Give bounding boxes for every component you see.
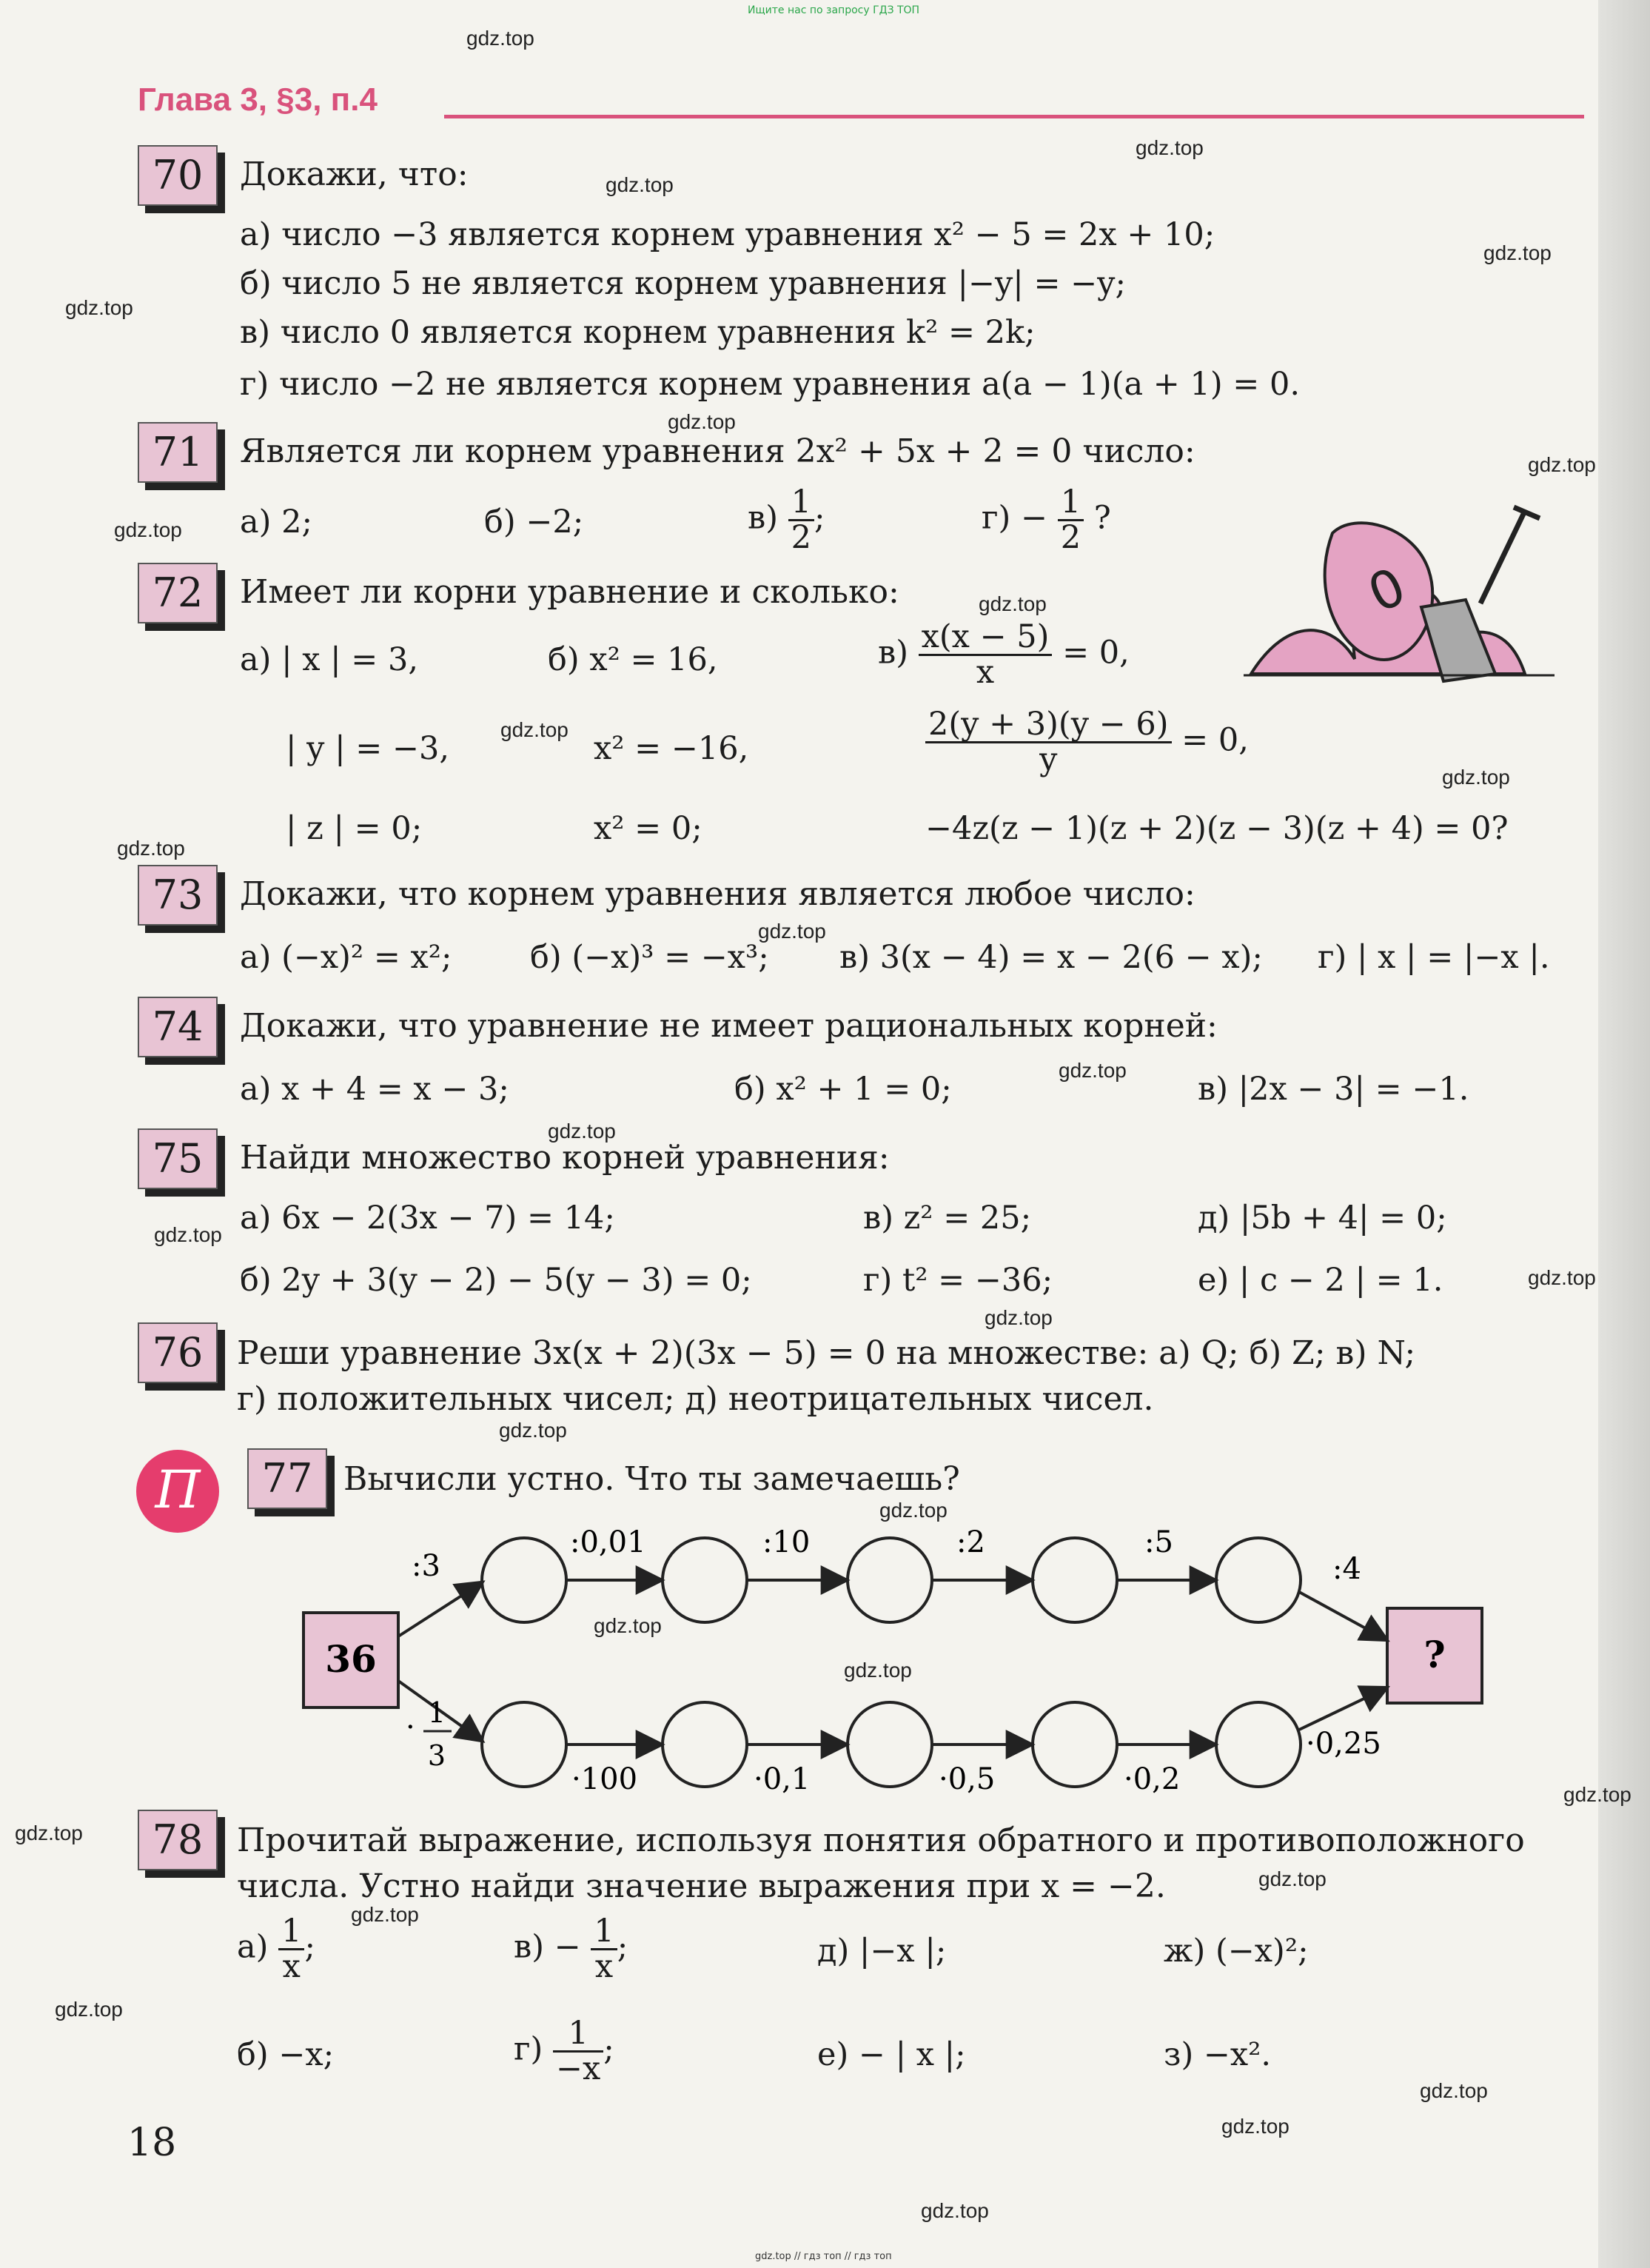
- task-78-c-prefix: в) −: [514, 1928, 581, 1966]
- task-73-question: Докажи, что корнем уравнения является любое число:: [240, 875, 1195, 913]
- task-75-f: е) | c − 2 | = 1.: [1198, 1262, 1443, 1299]
- top-note: Ищите нас по запросу ГДЗ ТОП: [748, 4, 920, 16]
- task-72-c1-suffix: = 0,: [1052, 634, 1130, 672]
- watermark: gdz.top: [1136, 136, 1204, 159]
- task-71-c-prefix: в): [748, 499, 778, 537]
- task-78-a-prefix: а): [237, 1928, 269, 1966]
- task-70-d: г) число −2 не является корнем уравнения a(a − 1)(a + 1) = 0.: [240, 366, 1300, 403]
- task-78-g: ж) (−x)²;: [1164, 1933, 1309, 1970]
- op-label-top: :5: [1144, 1525, 1173, 1559]
- task-number-71: 71: [138, 422, 218, 483]
- frac-num: 1: [1058, 486, 1084, 521]
- watermark: gdz.top: [1059, 1059, 1127, 1082]
- task-70-question: Докажи, что:: [240, 155, 469, 193]
- task-73-b: б) (−x)³ = −x³;: [530, 939, 769, 976]
- op-label-top: :4: [1332, 1552, 1361, 1586]
- task-78-c: [514, 1915, 628, 1984]
- task-72-c2-suffix: = 0,: [1171, 721, 1249, 759]
- flow-circle: [1216, 1538, 1301, 1622]
- task-78-d-prefix: г): [514, 2030, 543, 2068]
- bottom-note: gdz.top // гдз топ // гдз топ: [755, 2251, 892, 2262]
- task-75-c: в) z² = 25;: [863, 1200, 1032, 1237]
- end-value: ?: [1423, 1633, 1446, 1676]
- task-73-a: а) (−x)² = x²;: [240, 939, 452, 976]
- task-74-c: в) |2x − 3| = −1.: [1198, 1071, 1469, 1108]
- watermark: gdz.top: [879, 1499, 948, 1522]
- pi-badge: П: [136, 1450, 219, 1533]
- task-75-b: б) 2y + 3(y − 2) − 5(y − 3) = 0;: [240, 1262, 752, 1299]
- watermark: gdz.top: [668, 410, 736, 433]
- task-78-e: д) |−x |;: [817, 1933, 947, 1970]
- watermark: gdz.top: [499, 1419, 567, 1442]
- frac-den: x: [594, 1948, 614, 1986]
- task-70-c: в) число 0 является корнем уравнения k² = 2k;: [240, 314, 1036, 351]
- watermark: gdz.top: [500, 718, 569, 741]
- flow-circle: [1033, 1702, 1117, 1787]
- op-label-top: :3: [412, 1549, 440, 1583]
- task-72-a1: а) | x | = 3,: [240, 641, 419, 678]
- watermark: gdz.top: [15, 1822, 83, 1844]
- watermark: gdz.top: [548, 1120, 616, 1143]
- task-71-d-prefix: г) −: [982, 499, 1048, 537]
- watermark: gdz.top: [606, 173, 674, 196]
- op-label-bottom: ·100: [571, 1762, 638, 1796]
- fraction: [553, 2017, 603, 2086]
- op-label-top: :10: [762, 1525, 811, 1559]
- task-78-line1: Прочитай выражение, используя понятия обратного и противоположного: [237, 1822, 1525, 1859]
- task-71-d-suffix: ?: [1084, 499, 1111, 537]
- task-71-a: а) 2;: [240, 504, 312, 541]
- op-label-bottom: ·: [406, 1710, 415, 1745]
- op-label-bottom: ·0,5: [939, 1762, 996, 1796]
- watermark: gdz.top: [1258, 1867, 1327, 1890]
- watermark: gdz.top: [1483, 241, 1552, 264]
- task-78-a-suffix: ;: [304, 1928, 315, 1966]
- task-73-c: в) 3(x − 4) = x − 2(6 − x);: [839, 939, 1263, 976]
- task-75-e: д) |5b + 4| = 0;: [1198, 1200, 1447, 1237]
- task-73-d: г) | x | = |−x |.: [1318, 939, 1550, 976]
- task-number-77: 77: [247, 1448, 327, 1509]
- task-number-74: 74: [138, 997, 218, 1057]
- task-78-c-suffix: ;: [617, 1928, 628, 1966]
- task-72-question: Имеет ли корни уравнение и сколько:: [240, 573, 899, 611]
- task-78-line2: числа. Устно найди значение выражения при x = −2.: [237, 1867, 1166, 1905]
- task-number-73: 73: [138, 865, 218, 926]
- watermark: gdz.top: [117, 837, 185, 860]
- fraction: [591, 1915, 617, 1984]
- task-75-a: а) 6x − 2(3x − 7) = 14;: [240, 1200, 615, 1237]
- task-78-b: б) −x;: [237, 2036, 335, 2073]
- task-74-b: б) x² + 1 = 0;: [734, 1071, 952, 1108]
- task-72-c3: −4z(z − 1)(z + 2)(z − 3)(z + 4) = 0?: [925, 810, 1509, 847]
- watermark: gdz.top: [979, 592, 1047, 615]
- watermark: gdz.top: [351, 1903, 419, 1926]
- watermark: gdz.top: [1221, 2115, 1290, 2138]
- task-78-d: [514, 2017, 614, 2086]
- watermark: gdz.top: [1420, 2079, 1488, 2102]
- flow-arrow: [1299, 1592, 1386, 1639]
- task-74-question: Докажи, что уравнение не имеет рациональных корней:: [240, 1007, 1218, 1045]
- watermark: gdz.top: [985, 1306, 1053, 1329]
- frac-num: 1: [591, 1915, 617, 1950]
- watermark: gdz.top: [114, 518, 182, 541]
- task-number-70: 70: [138, 145, 218, 206]
- frac-den: 2: [791, 519, 812, 557]
- task-72-a2: | y | = −3,: [286, 730, 450, 767]
- task-72-b2: x² = −16,: [594, 730, 749, 767]
- task-72-b1: б) x² = 16,: [548, 641, 718, 678]
- op-frac-den: 3: [427, 1739, 446, 1772]
- op-label-top: :2: [956, 1525, 985, 1559]
- task-78-h: з) −x².: [1164, 2036, 1272, 2073]
- task-72-b3: x² = 0;: [594, 810, 702, 847]
- task-75-d: г) t² = −36;: [863, 1262, 1053, 1299]
- frac-num: x(x − 5): [919, 620, 1053, 656]
- flow-arrow: [398, 1583, 481, 1636]
- watermark: gdz.top: [466, 27, 534, 50]
- task-72-a3: | z | = 0;: [286, 810, 423, 847]
- flow-circle: [1033, 1538, 1117, 1622]
- frac-den: x: [282, 1948, 301, 1986]
- frac-num: 1: [553, 2017, 603, 2053]
- watermark: gdz.top: [1528, 453, 1596, 476]
- op-label-bottom: ·0,2: [1124, 1762, 1181, 1796]
- flow-circle: [1216, 1702, 1301, 1787]
- flow-arrow: [1299, 1688, 1386, 1730]
- watermark: gdz.top: [55, 1998, 123, 2021]
- watermark: gdz.top: [921, 2199, 989, 2222]
- watermark: gdz.top: [1528, 1266, 1596, 1289]
- task-75-question: Найди множество корней уравнения:: [240, 1139, 890, 1177]
- frac-den: −x: [555, 2050, 601, 2088]
- fraction: [278, 1915, 304, 1984]
- start-value: 36: [325, 1637, 377, 1681]
- task-70-a: а) число −3 является корнем уравнения x² − 5 = 2x + 10;: [240, 216, 1215, 253]
- watermark: gdz.top: [1442, 766, 1510, 789]
- task-number-72: 72: [138, 563, 218, 623]
- task-70-b: б) число 5 не является корнем уравнения |−y| = −y;: [240, 265, 1126, 302]
- task-71-question: Является ли корнем уравнения 2x² + 5x + 2 = 0 число:: [240, 432, 1195, 470]
- task-72-c-prefix: в): [878, 634, 908, 672]
- chapter-title: Глава 3, §3, п.4: [138, 81, 378, 118]
- flow-circle: [848, 1702, 932, 1787]
- watermark: gdz.top: [594, 1614, 662, 1637]
- watermark: gdz.top: [1563, 1783, 1631, 1806]
- task-77-question: Вычисли устно. Что ты замечаешь?: [343, 1460, 960, 1498]
- frac-num: 2(y + 3)(y − 6): [925, 708, 1172, 743]
- task-76-line1: Реши уравнение 3x(x + 2)(3x − 5) = 0 на множестве: а) Q; б) Z; в) N;: [237, 1334, 1416, 1372]
- watermark: gdz.top: [758, 920, 826, 943]
- watermark: gdz.top: [65, 296, 133, 319]
- op-label-top: :0,01: [570, 1525, 646, 1559]
- task-number-76: 76: [138, 1322, 218, 1383]
- flow-circle: [663, 1702, 747, 1787]
- flow-circle: [482, 1702, 566, 1787]
- task-71-b: б) −2;: [484, 504, 584, 541]
- task-78-f: е) − | x |;: [817, 2036, 966, 2073]
- watermark: gdz.top: [154, 1223, 222, 1246]
- flow-circle: [482, 1538, 566, 1622]
- frac-num: 1: [278, 1915, 304, 1950]
- frac-num: 1: [788, 486, 814, 521]
- task-number-75: 75: [138, 1128, 218, 1189]
- flow-circle: [848, 1538, 932, 1622]
- op-frac-num: 1: [427, 1696, 446, 1729]
- task-78-d-suffix: ;: [603, 2030, 614, 2068]
- frac-den: y: [1039, 741, 1058, 779]
- page-number: 18: [127, 2121, 177, 2165]
- task-number-78: 78: [138, 1810, 218, 1870]
- task-71-c-suffix: ;: [814, 499, 825, 537]
- task-78-a: [237, 1915, 315, 1984]
- op-label-bottom: ·0,1: [754, 1762, 811, 1796]
- flow-circle: [663, 1538, 747, 1622]
- svg-text:0: 0: [1358, 555, 1415, 625]
- op-label-bottom: ·0,25: [1306, 1727, 1381, 1761]
- task-74-a: а) x + 4 = x − 3;: [240, 1071, 509, 1108]
- watermark: gdz.top: [844, 1659, 912, 1682]
- frac-den: 2: [1060, 519, 1081, 557]
- task-76-line2: г) положительных чисел; д) неотрицательных чисел.: [237, 1380, 1154, 1418]
- frac-den: x: [976, 654, 995, 692]
